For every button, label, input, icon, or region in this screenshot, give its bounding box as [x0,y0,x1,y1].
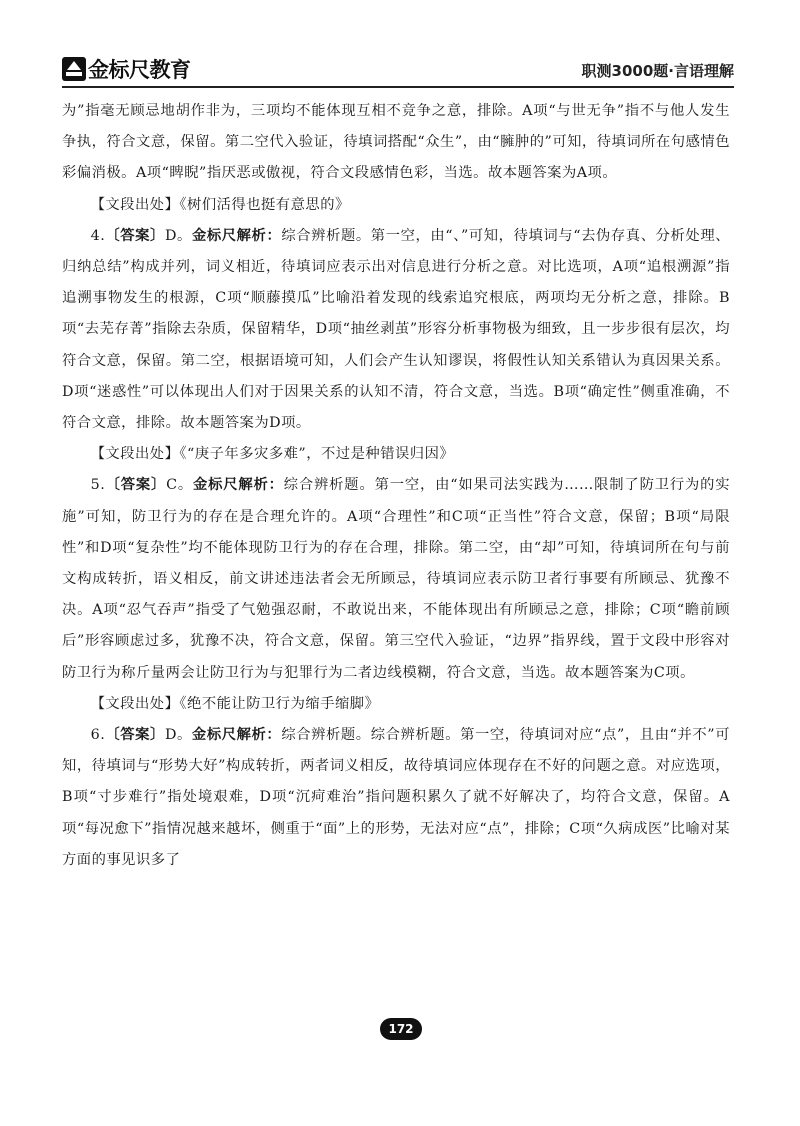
answer-value: D。 [164,727,192,744]
answer-label: 〔答案〕 [105,727,165,744]
book-title: 职测3000题·言语理解 [581,62,734,80]
page-content [62,96,730,876]
brand-logo-icon [62,57,86,81]
answer-label: 〔答案〕 [105,227,165,244]
source-citation: 【文段出处】《绝不能让防卫行为缩手缩脚》 [90,695,380,712]
item-number: 4. [90,227,106,244]
source-citation: 【文段出处】《“庚子年多灾多难”，不过是种错误归因》 [90,446,455,463]
analysis-label: 金标尺解析： [191,227,282,244]
item-number: 6. [90,727,106,744]
header-divider [62,86,734,88]
answer-item-5 [62,470,730,688]
item-number: 5. [90,477,106,494]
analysis-text: 综合辨析题。第一空，由“如果司法实践为……限制了防卫行为的实施”可知，防卫行为的存在是合理允许的。A项“合理性”和C项“正当性”符合文意，保留；B项“局限性”和D项“复杂性”均不能体现防卫行为的存在合理，排除。第二空，由“却”可知，待填词所在句与前文构成转折，语义相反，前文讲述违法者会无所顾忌，待填词应表示防卫者行事要有所顾忌、犹豫不决。A项“忍气吞声”指受了气勉强忍耐，不敢说出来，不能体现出有所顾忌之意，排除；C项“瞻前顾后”形容顾虑过多，犹豫不决，符合文意，保留。第三空代入验证，“边界”指界线，置于文段中形容对防卫行为称斤量两会让防卫行为与犯罪行为二者边线模糊，符合文意，当选。故本题答案为C项。 [62,477,731,681]
analysis-label: 金标尺解析： [193,477,284,494]
answer-label: 〔答案〕 [105,477,167,494]
continued-paragraph: 为”指毫无顾忌地胡作非为，三项均不能体现互相不竞争之意，排除。A项“与世无争”指不与他人发生争执，符合文意，保留。第二空代入验证，待填词搭配“众生”，由“臃肿的”可知，待填词所在句感情色彩偏消极。A项“睥睨”指厌恶或傲视，符合文段感情色彩，当选。故本题答案为A项。 [62,103,730,182]
brand-logo [62,54,191,84]
answer-item-6 [62,720,730,876]
answer-value: C。 [166,477,194,494]
analysis-text: 综合辨析题。第一空，由“、”可知，待填词与“去伪存真、分析处理、归纳总结”构成并列，词义相近，待填词应表示出对信息进行分析之意。对比选项，A项“追根溯源”指追溯事物发生的根源，C项“顺藤摸瓜”比喻沿着发现的线索追究根底，两项均无分析之意，排除。B项“去芜存菁”指除去杂质，保留精华，D项“抽丝剥茧”形容分析事物极为细致，且一步步很有层次，均符合文意，保留。第二空，根据语境可知，人们会产生认知谬误，将假性认知关系错认为真因果关系。D项“迷惑性”可以体现出人们对于因果关系的认知不清，符合文意，当选。B项“确定性”侧重准确，不符合文意，排除。故本题答案为D项。 [62,227,731,432]
page-header [62,50,734,86]
analysis-label: 金标尺解析： [191,727,282,744]
answer-item-4 [62,221,730,439]
analysis-text: 综合辨析题。综合辨析题。第一空，待填词对应“点”，且由“并不”可知，待填词与“形势大好”构成转折，两者词义相反，故待填词应体现存在不好的问题之意。对应选项，B项“寸步难行”指处境艰难，D项“沉疴难治”指问题积累久了就不好解决了，均符合文意，保留。A项“每况愈下”指情况越来越坏，侧重于“面”上的形势，无法对应“点”，排除；C项“久病成医”比喻对某方面的事见识多了 [62,727,731,868]
brand-logo-text: 金标尺教育 [88,58,191,82]
source-citation: 【文段出处】《树们活得也挺有意思的》 [90,196,350,213]
page-number: 172 [380,1018,422,1040]
answer-value: D。 [164,227,192,244]
